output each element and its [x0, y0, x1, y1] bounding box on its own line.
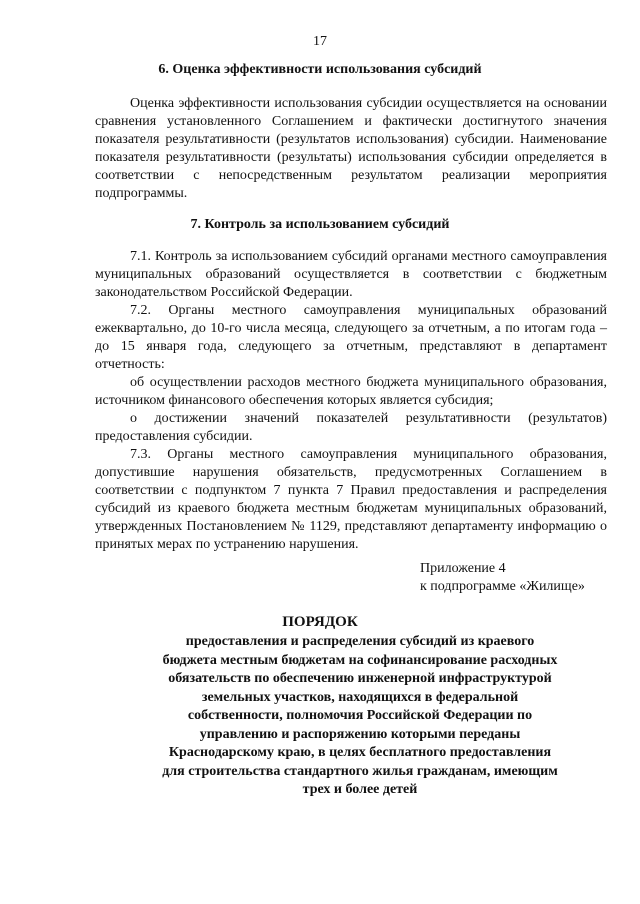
appendix-line-1: Приложение 4 [420, 561, 506, 576]
section-7-heading: 7. Контроль за использованием субсидий [190, 217, 450, 232]
section-6-body [95, 95, 607, 203]
order-title: ПОРЯДОК [282, 614, 358, 630]
clause-7-3: 7.3. Органы местного самоуправления муниципального образования, допустившие нарушения обязательств, предусмотренных Соглашением в соответствии с подпунктом 7 пункта 7 Правил предоставления и распределения субсидий из краевого бюджета местным бюджетам муниципальных образований, утвержденных Постановлением № 1129, представляют департаменту информацию о принятых мерах по устранению нарушения. [95, 447, 607, 552]
section-6-paragraph: Оценка эффективности использования субсидии осуществляется на основании сравнения установленного Соглашением и фактически достигнутого значения показателя результативности (результатов использования) субсидии. Наименование показателя результативности (результаты) использования субсидии определяется в соответствии с непосредственным результатом реализации мероприятия подпрограммы. [95, 96, 607, 201]
order-subtitle: предоставления и распределения субсидий из краевого бюджета местным бюджетам на софинансирование расходных обязательств по обеспечению инженерной инфраструктурой земельных участков, находящихся в федеральной собственности, полномочия Российской Федерации по управлению и распоряжению которыми переданы Краснодарскому краю, в целях бесплатного предоставления для строительства стандартного жилья гражданам, имеющим трех и более детей [162, 634, 558, 797]
clause-7-1: 7.1. Контроль за использованием субсидий органами местного самоуправления муниципальных образований осуществляется в соответствии с бюджетным законодательством Российской Федерации. [95, 249, 607, 300]
clause-7-2-item-indicators: о достижении значений показателей результативности (результатов) предоставления субсидии. [95, 411, 607, 444]
section-7-body [95, 248, 607, 554]
clause-7-2: 7.2. Органы местного самоуправления муниципальных образований ежеквартально, до 10-го числа месяца, следующего за отчетным, а по итогам года – до 15 января года, следующего за отчетным, представляют в департамент отчетность: [95, 303, 607, 372]
appendix-label [420, 560, 620, 596]
appendix-line-2: к подпрограмме «Жилище» [420, 579, 585, 594]
section-6-heading: 6. Оценка эффективности использования субсидий [158, 62, 482, 77]
clause-7-2-item-expenses: об осуществлении расходов местного бюджета муниципального образования, источником финансового обеспечения которых является субсидия; [95, 375, 607, 408]
page-number: 17 [313, 34, 327, 49]
